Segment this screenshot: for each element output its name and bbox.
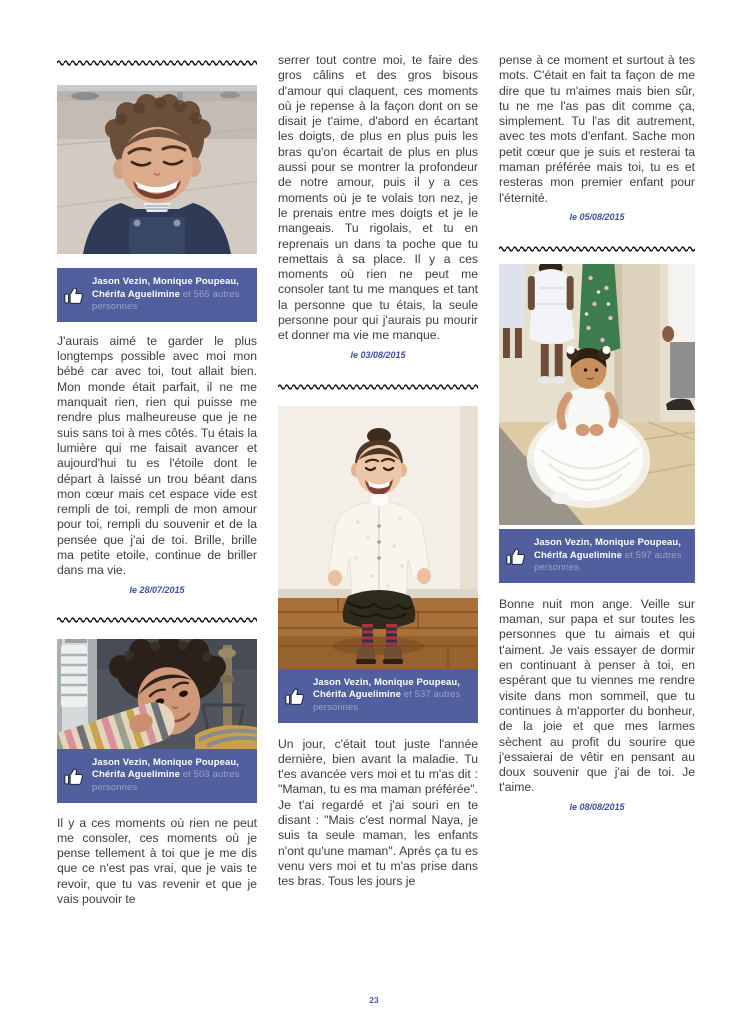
memorial-text: Bonne nuit mon ange. Veille sur maman, sur papa et sur toutes les personnes que tu aimais et qui t'aiment. Je vais essayer de dormir en continuant à penser à toi, en espérant que tu viennes me rendre visite dans mon sommeil, que tu continues à m'apporter du bonheur, de la joie et que mes larmes sèchent au profit du sourire que j'essaierai de vêtir en pensant au doux souvenir que j'ai de toi. Je t'aime. [499, 596, 695, 795]
post-date: le 05/08/2015 [569, 211, 625, 222]
liker-names: Jason Vezin, Monique Poupeau, Chérifa Aguelimine [92, 276, 240, 300]
post-date: le 08/08/2015 [569, 801, 625, 812]
liker-names: Jason Vezin, Monique Poupeau, Chérifa Aguelimine [92, 756, 240, 781]
thumbs-up-icon [64, 766, 85, 786]
column-right [499, 48, 695, 907]
likes-count-text: et 565 autres personnes [92, 288, 240, 313]
likes-caption-text [534, 537, 687, 575]
memorial-text: pense à ce moment et surtout à tes mots. C'était en fait ta façon de me dire que tu m'aimes mais bien sûr, tu ne me l'as pas dit comme ça, simplement. Tu l'as dit autrement, avec tes mots d'enfant. Sache mon petit cœur que je suis et resterai ta maman préférée mais toi, tu es et resteras mon premier enfant pour l'éternité. [499, 53, 695, 205]
photo-girl-white-dress-outdoors [499, 264, 695, 525]
likes-count-text: et 537 autres personnes [313, 689, 461, 713]
zigzag-separator [57, 615, 257, 625]
page-number: 23 [369, 995, 379, 1005]
liker-names: Jason Vezin, Monique Poupeau, Chérifa Aguelimine [313, 676, 461, 701]
post-date: le 03/08/2015 [350, 349, 406, 360]
thumbs-up-icon [285, 686, 306, 706]
zigzag-separator [499, 244, 695, 254]
memorial-text: Un jour, c'était tout juste l'année dernière, bien avant la maladie. Tu t'es avancée vers moi et tu m'as dit : "Maman, tu es ma maman préférée". Je t'ai regardé et j'ai souri en te disant : "Mais c'est normal Naya, je suis ta seule maman, les enfants n'ont qu'une maman". Après ça tu es venu vers moi et tu m'as prise dans tes bras. Tous les jours je [278, 736, 478, 889]
thumbs-up-icon [64, 285, 85, 305]
columns [57, 48, 695, 907]
zigzag-separator [278, 382, 478, 392]
likes-count-text: et 503 autres personnes [92, 769, 240, 793]
zigzag-separator [57, 58, 257, 68]
column-left [57, 48, 257, 907]
column-middle [278, 48, 478, 907]
likes-caption-text [92, 757, 249, 795]
memorial-text: serrer tout contre moi, te faire des gros câlins et des gros bisous d'amour qui claquent, ces moments où je repense à la façon dont on se disait je t'aime, d'abord en écartant les doigts, de plus en plus puis les bras qu'on écartait de plus en plus aussi pour se montrer la profondeur de notre amour, puis il y a ces moments où je te volais ton nez, je le prenais entre mes doigts et je le mangeais. Tu rigolais, et tu en reprenais un dans ta poche que tu remettais à sa place. Il y a ces moments où rien ne peut me consoler tant tu me manques et tant la personne que tu étais, la seule personne pour qui j'aurais pu mourir et donner ma vie me manque. [278, 53, 478, 343]
thumbs-up-icon [506, 546, 527, 566]
memorial-text: J'aurais aimé te garder le plus longtemps possible avec moi mon bébé car avec toi, tout allait bien. Mon monde était parfait, il ne me manquait rien, rien qui puisse me rendre plus malheureuse que je ne suis sans toi à mes côtés. Tu étais la lumière qui me faisait avancer et aujourd'hui tu es l'étoile dont le départ à laissé un trou béant dans mon cœur mais cet espace vide est rempli de toi, rempli de mon amour pour toi, rempli du souvenir et de la pensée que j'ai de toi. Brille, brille ma petite etoile, continue de briller dans ma vie. [57, 333, 257, 578]
likes-caption-text [92, 276, 249, 314]
memorial-text: Il y a ces moments où rien ne peut me consoler, ces moments où je pense tellement à toi que je me dis que ce n'est pas vrai, que je vais te revoir, que tu vas revenir et que je vais pouvoir te [57, 815, 257, 906]
likes-caption-text [313, 677, 470, 715]
likes-caption [57, 749, 257, 803]
liker-names: Jason Vezin, Monique Poupeau, Chérifa Aguelimine [534, 536, 682, 561]
photo-child-resting-on-arm [57, 639, 257, 749]
likes-caption [278, 669, 478, 723]
photo-child-standing-indoors [278, 406, 478, 669]
photo-child-smiling-outdoors [57, 85, 257, 254]
likes-count-text: et 597 autres personnes [534, 549, 682, 574]
likes-caption [57, 268, 257, 322]
post-date: le 28/07/2015 [129, 584, 185, 595]
likes-caption [499, 529, 695, 583]
